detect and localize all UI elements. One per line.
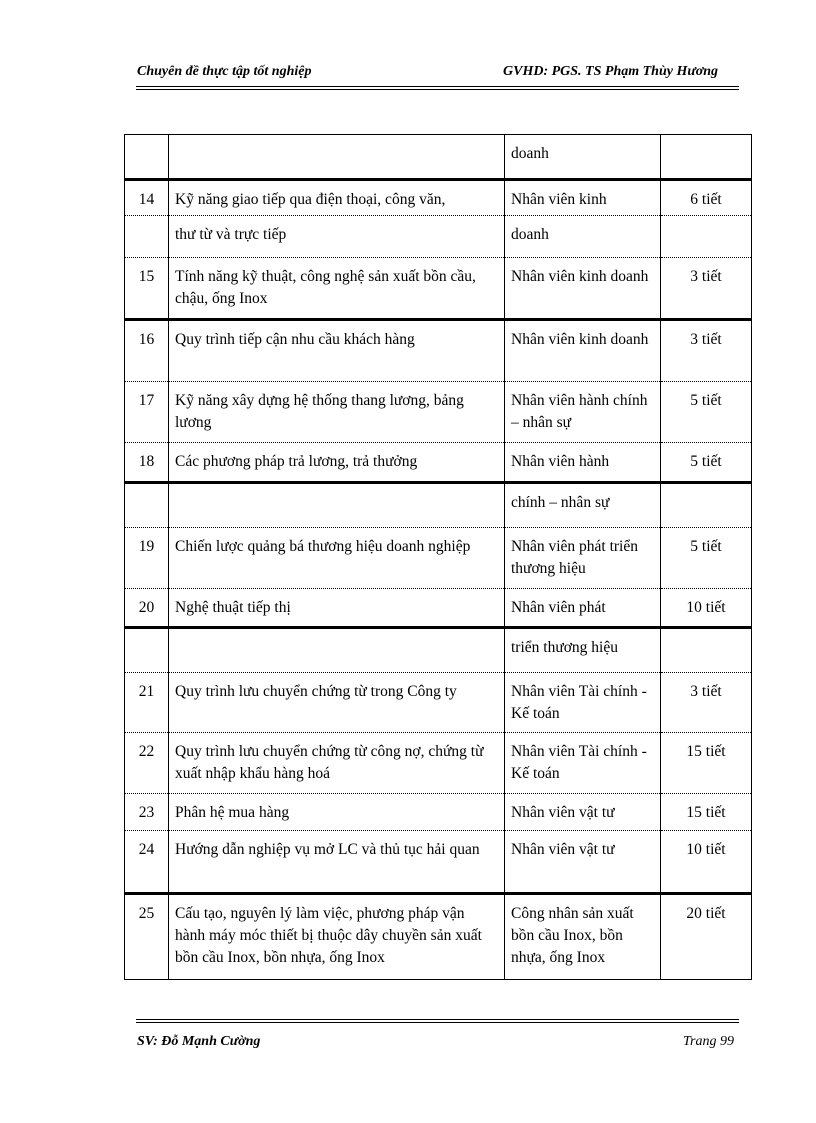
row-audience: Nhân viên kinh: [505, 180, 661, 216]
table-row: [125, 894, 752, 980]
row-audience: doanh: [505, 216, 661, 258]
table-row: [125, 382, 752, 443]
table-row: [125, 320, 752, 382]
row-number: 16: [125, 320, 169, 382]
row-number: [125, 483, 169, 528]
row-topic: Các phương pháp trả lương, trả thưởng: [169, 443, 505, 483]
row-audience: Nhân viên kinh doanh: [505, 320, 661, 382]
row-audience: Nhân viên kinh doanh: [505, 258, 661, 320]
footer-page-number: Trang 99: [683, 1034, 734, 1049]
row-number: 23: [125, 794, 169, 831]
row-audience: Nhân viên vật tư: [505, 794, 661, 831]
header-supervisor: GVHD: PGS. TS Phạm Thùy Hương: [503, 64, 719, 79]
table-row: [125, 528, 752, 589]
row-audience: Nhân viên hành chính – nhân sự: [505, 382, 661, 443]
row-duration: [661, 135, 752, 180]
row-topic: Tính năng kỹ thuật, công nghệ sản xuất bồn cầu, chậu, ống Inox: [169, 258, 505, 320]
row-duration: 5 tiết: [661, 528, 752, 589]
row-duration: 10 tiết: [661, 589, 752, 628]
table-row: [125, 733, 752, 794]
row-audience: triển thương hiệu: [505, 628, 661, 673]
row-number: [125, 628, 169, 673]
table-row: [125, 794, 752, 831]
footer-divider: [136, 1019, 739, 1023]
row-topic: Quy trình tiếp cận nhu cầu khách hàng: [169, 320, 505, 382]
row-topic: Chiến lược quảng bá thương hiệu doanh nghiệp: [169, 528, 505, 589]
row-number: 14: [125, 180, 169, 216]
table-row: [125, 135, 752, 180]
row-topic: Hướng dẫn nghiệp vụ mở LC và thủ tục hải quan: [169, 831, 505, 894]
row-number: 24: [125, 831, 169, 894]
row-topic: Kỹ năng giao tiếp qua điện thoại, công văn,: [169, 180, 505, 216]
row-duration: 10 tiết: [661, 831, 752, 894]
table-row: [125, 483, 752, 528]
row-number: [125, 135, 169, 180]
table-row: [125, 216, 752, 258]
row-topic: Cấu tạo, nguyên lý làm việc, phương pháp vận hành máy móc thiết bị thuộc dây chuyền sản xuất bồn cầu Inox, bồn nhựa, ống Inox: [169, 894, 505, 980]
row-number: [125, 216, 169, 258]
row-audience: Nhân viên vật tư: [505, 831, 661, 894]
row-number: 25: [125, 894, 169, 980]
row-duration: 15 tiết: [661, 794, 752, 831]
row-number: 19: [125, 528, 169, 589]
row-duration: 3 tiết: [661, 320, 752, 382]
row-duration: 3 tiết: [661, 258, 752, 320]
header-divider: [136, 86, 739, 90]
row-audience: Nhân viên Tài chính - Kế toán: [505, 673, 661, 733]
footer-student-name: SV: Đỗ Mạnh Cường: [137, 1034, 261, 1049]
row-duration: 15 tiết: [661, 733, 752, 794]
row-topic: Quy trình lưu chuyển chứng từ công nợ, chứng từ xuất nhập khẩu hàng hoá: [169, 733, 505, 794]
row-topic: [169, 135, 505, 180]
table-row: [125, 443, 752, 483]
row-audience: Nhân viên phát triển thương hiệu: [505, 528, 661, 589]
table-row: [125, 831, 752, 894]
row-topic: thư từ và trực tiếp: [169, 216, 505, 258]
row-number: 20: [125, 589, 169, 628]
row-audience: Nhân viên hành: [505, 443, 661, 483]
row-audience: Nhân viên Tài chính - Kế toán: [505, 733, 661, 794]
row-audience: doanh: [505, 135, 661, 180]
table-row: [125, 180, 752, 216]
row-topic: Kỹ năng xây dựng hệ thống thang lương, bảng lương: [169, 382, 505, 443]
row-duration: [661, 216, 752, 258]
row-number: 18: [125, 443, 169, 483]
table-row: [125, 673, 752, 733]
row-topic: [169, 483, 505, 528]
row-topic: [169, 628, 505, 673]
row-duration: 6 tiết: [661, 180, 752, 216]
row-audience: chính – nhân sự: [505, 483, 661, 528]
row-number: 15: [125, 258, 169, 320]
table-row: [125, 628, 752, 673]
table-row: [125, 589, 752, 628]
row-topic: Quy trình lưu chuyển chứng từ trong Công ty: [169, 673, 505, 733]
row-number: 17: [125, 382, 169, 443]
row-number: 21: [125, 673, 169, 733]
row-audience: Nhân viên phát: [505, 589, 661, 628]
row-number: 22: [125, 733, 169, 794]
row-duration: 5 tiết: [661, 443, 752, 483]
table-row: [125, 258, 752, 320]
row-duration: [661, 483, 752, 528]
header-document-title: Chuyên đề thực tập tốt nghiệp: [137, 64, 312, 79]
row-topic: Phân hệ mua hàng: [169, 794, 505, 831]
row-topic: Nghệ thuật tiếp thị: [169, 589, 505, 628]
row-duration: 20 tiết: [661, 894, 752, 980]
row-duration: 5 tiết: [661, 382, 752, 443]
training-table: [124, 134, 752, 980]
row-duration: [661, 628, 752, 673]
row-audience: Công nhân sản xuất bồn cầu Inox, bồn nhựa, ống Inox: [505, 894, 661, 980]
row-duration: 3 tiết: [661, 673, 752, 733]
